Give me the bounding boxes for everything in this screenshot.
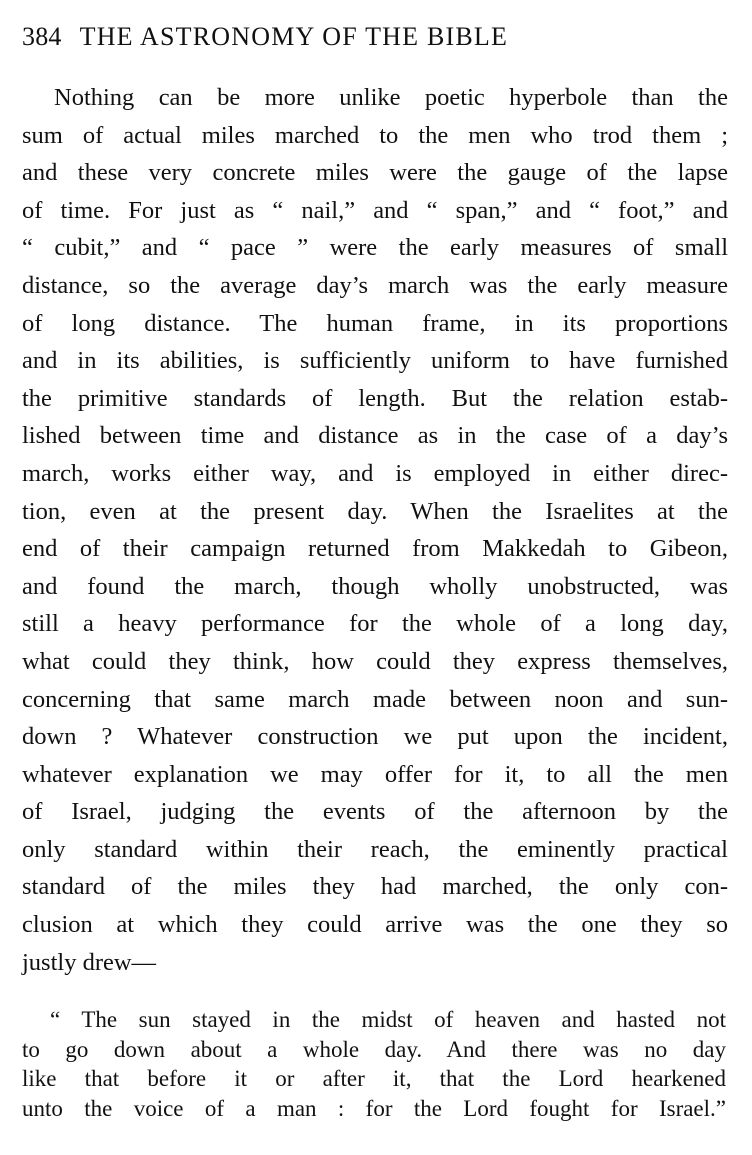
- text-line: still a heavy performance for the whole of a long day,: [22, 610, 728, 638]
- quote-line: like that before it or after it, that the Lord hearkened: [22, 1066, 726, 1091]
- text-line: of long distance. The human frame, in its proportions: [22, 309, 728, 337]
- text-line: “ cubit,” and “ pace ” were the early measures of small: [22, 234, 728, 262]
- quote-line: to go down about a whole day. And there was no day: [22, 1036, 726, 1062]
- running-head: [22, 20, 730, 54]
- text-line: justly drew—: [22, 948, 157, 976]
- scripture-quotation: [22, 1005, 726, 1123]
- text-line: and found the march, though wholly unobstructed, was: [22, 572, 728, 600]
- text-line: clusion at which they could arrive was the one they so: [22, 911, 728, 939]
- text-line: lished between time and distance as in the case of a day’s: [22, 422, 728, 450]
- text-line: of Israel, judging the events of the afternoon by the: [22, 798, 728, 826]
- text-line: standard of the miles they had marched, the only con-: [22, 873, 728, 901]
- running-title: THE ASTRONOMY OF THE BIBLE: [79, 22, 509, 51]
- page-number: 384: [22, 22, 62, 51]
- text-line: of time. For just as “ nail,” and “ span,” and “ foot,” and: [22, 196, 728, 224]
- quote-line: “ The sun stayed in the midst of heaven and hasted not: [50, 1007, 726, 1032]
- text-line: down ? Whatever construction we put upon the incident,: [22, 723, 728, 751]
- text-line: and these very concrete miles were the gauge of the lapse: [22, 159, 728, 187]
- text-line: only standard within their reach, the eminently practical: [22, 835, 728, 863]
- text-line: and in its abilities, is sufficiently uniform to have furnished: [22, 347, 728, 375]
- text-line: march, works either way, and is employed in either direc-: [22, 459, 728, 487]
- text-line: distance, so the average day’s march was the early measure: [22, 271, 728, 299]
- text-line: Nothing can be more unlike poetic hyperbole than the: [54, 84, 728, 111]
- text-line: concerning that same march made between noon and sun-: [22, 685, 728, 713]
- text-line: tion, even at the present day. When the Israelites at the: [22, 497, 728, 525]
- text-line: what could they think, how could they express themselves,: [22, 647, 728, 675]
- text-line: sum of actual miles marched to the men who trod them ;: [22, 121, 728, 149]
- text-line: whatever explanation we may offer for it, to all the men: [22, 760, 728, 788]
- quote-line: unto the voice of a man : for the Lord fought for Israel.”: [22, 1095, 726, 1121]
- body-paragraph: [22, 79, 728, 981]
- text-line: the primitive standards of length. But the relation estab-: [22, 384, 728, 412]
- text-line: end of their campaign returned from Makkedah to Gibeon,: [22, 535, 728, 563]
